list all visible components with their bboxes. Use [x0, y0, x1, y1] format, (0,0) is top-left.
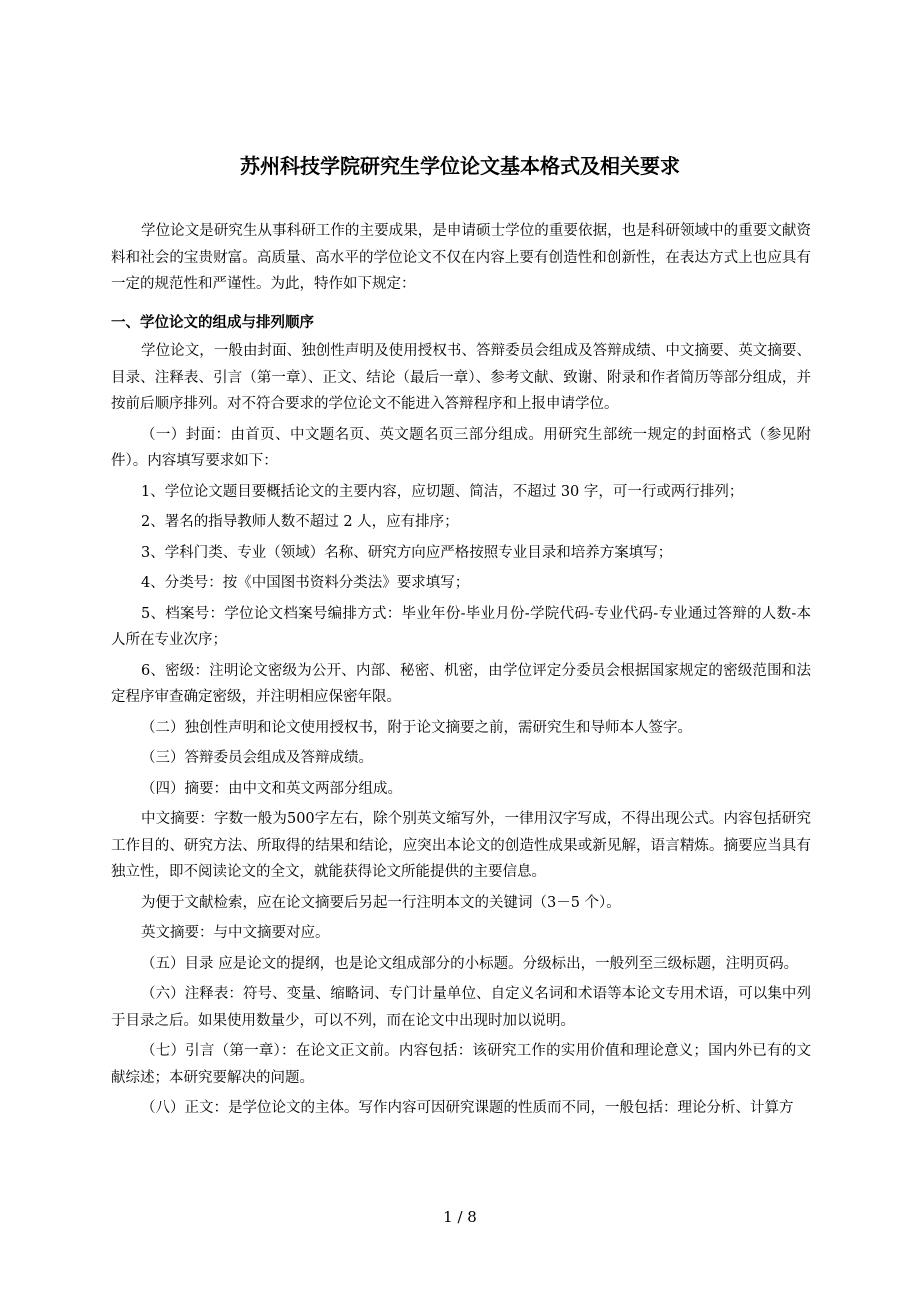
list-item: 3、学科门类、专业（领域）名称、研究方向应严格按照专业目录和培养方案填写；: [141, 544, 673, 561]
paragraph: （二）独创性声明和论文使用授权书，附于论文摘要之前，需研究生和导师本人签字。: [141, 719, 692, 736]
paragraph: （四）摘要：由中文和英文两部分组成。: [141, 780, 402, 797]
list-item: 5、档案号：学位论文档案号编排方式：毕业年份-毕业月份-学院代码-专业代码-专业通过答辩的人数-本人所在专业次序；: [111, 605, 811, 648]
paragraph: （六）注释表：符号、变量、缩略词、专门计量单位、自定义名词和术语等本论文专用术语，可以集中列于目录之后。如果使用数量少，可以不列，而在论文中出现时加以说明。: [111, 986, 811, 1029]
list-item: 1、学位论文题目要概括论文的主要内容，应切题、简洁，不超过 30 字，可一行或两行排列；: [141, 483, 744, 500]
document-body: [111, 218, 811, 1126]
paragraph: 英文摘要：与中文摘要对应。: [141, 925, 330, 941]
paragraph: （五）目录 应是论文的提纲，也是论文组成部分的小标题。分级标出，一般列至三级标题，注明页码。: [141, 955, 799, 972]
paragraph: 为便于文献检索，应在论文摘要后另起一行注明本文的关键词（3－5 个）。: [141, 894, 621, 911]
section-heading: 一、学位论文的组成与排列顺序: [111, 314, 314, 331]
paragraph: 学位论文，一般由封面、独创性声明及使用授权书、答辩委员会组成及答辩成绩、中文摘要、英文摘要、目录、注释表、引言（第一章）、正文、结论（最后一章）、参考文献、致谢、附录和作者简历等部分组成，并按前后顺序排列。对不符合要求的学位论文不能进入答辩程序和上报申请学位。: [111, 343, 811, 412]
list-item: 4、分类号：按《中国图书资料分类法》要求填写；: [141, 575, 470, 591]
document-title: 苏州科技学院研究生学位论文基本格式及相关要求: [240, 154, 680, 178]
list-item: 2、署名的指导教师人数不超过 2 人，应有排序；: [141, 514, 459, 530]
list-item: 6、密级：注明论文密级为公开、内部、秘密、机密，由学位评定分委员会根据国家规定的密级范围和法定程序审查确定密级，并注明相应保密年限。: [111, 662, 811, 705]
intro-paragraph: 学位论文是研究生从事科研工作的主要成果，是申请硕士学位的重要依据，也是科研领域中的重要文献资料和社会的宝贵财富。高质量、高水平的学位论文不仅在内容上要有创造性和创新性，在表达方式上也应具有一定的规范性和严谨性。为此，特作如下规定：: [111, 223, 811, 292]
paragraph: （三）答辩委员会组成及答辩成绩。: [141, 750, 373, 766]
paragraph: 中文摘要：字数一般为500字左右，除个别英文缩写外，一律用汉字写成，不得出现公式。内容包括研究工作目的、研究方法、所取得的结果和结论，应突出本论文的创造性成果或新见解，语言精炼。摘要应当具有独立性，即不阅读论文的全文，就能获得论文所能提供的主要信息。: [111, 811, 811, 880]
paragraph: （八）正文：是学位论文的主体。写作内容可因研究课题的性质而不同，一般包括：理论分析、计算方: [141, 1100, 794, 1116]
paragraph: （一）封面：由首页、中文题名页、英文题名页三部分组成。用研究生部统一规定的封面格式（参见附件）。内容填写要求如下：: [111, 426, 811, 469]
page-number: 1 / 8: [443, 1208, 477, 1226]
paragraph: （七）引言（第一章）：在论文正文前。内容包括：该研究工作的实用价值和理论意义；国内外已有的文献综述；本研究要解决的问题。: [111, 1043, 811, 1086]
